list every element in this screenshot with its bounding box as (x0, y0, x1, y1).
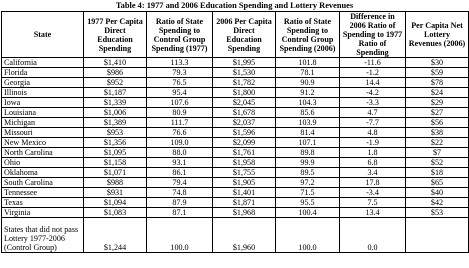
state-cell: California (2, 58, 84, 68)
ratio-2006-cell: 103.9 (276, 118, 340, 128)
state-cell: Louisiana (2, 108, 84, 118)
spending-1977-cell: $1,339 (84, 98, 147, 108)
spending-2006-cell: $1,800 (213, 88, 276, 98)
table-row (2, 168, 469, 178)
ratio-2006-cell: 78.1 (276, 68, 340, 78)
ratio-difference-cell: -1.9 (340, 138, 406, 148)
spending-2006-cell: $1,905 (213, 178, 276, 188)
lottery-revenue-cell: $22 (406, 138, 469, 148)
ratio-2006-cell: 100.0 (276, 218, 340, 253)
spending-2006-cell: $1,968 (213, 208, 276, 218)
ratio-2006-cell: 81.4 (276, 128, 340, 138)
state-cell: Georgia (2, 78, 84, 88)
state-cell: Virginia (2, 208, 84, 218)
spending-1977-cell: $1,410 (84, 58, 147, 68)
state-cell: Iowa (2, 98, 84, 108)
state-cell: South Carolina (2, 178, 84, 188)
ratio-1977-cell: 111.7 (147, 118, 213, 128)
lottery-revenue-cell: $30 (406, 58, 469, 68)
spending-1977-cell: $1,389 (84, 118, 147, 128)
spending-1977-cell: $1,158 (84, 158, 147, 168)
table-row (2, 148, 469, 158)
lottery-revenue-cell: $7 (406, 148, 469, 158)
ratio-2006-cell: 101.8 (276, 58, 340, 68)
ratio-1977-cell: 109.0 (147, 138, 213, 148)
state-cell: Florida (2, 68, 84, 78)
header-2006-spending: 2006 Per Capita Direct Education Spending (213, 12, 276, 58)
state-cell: Oklahoma (2, 168, 84, 178)
lottery-revenue-cell: $40 (406, 188, 469, 198)
table-row (2, 188, 469, 198)
ratio-2006-cell: 95.5 (276, 198, 340, 208)
spending-1977-cell: $952 (84, 78, 147, 88)
table-row (2, 108, 469, 118)
spending-1977-cell: $1,244 (84, 218, 147, 253)
ratio-difference-cell: 4.8 (340, 128, 406, 138)
ratio-1977-cell: 87.1 (147, 208, 213, 218)
ratio-1977-cell: 76.6 (147, 128, 213, 138)
lottery-revenue-cell: $65 (406, 178, 469, 188)
header-lottery-revenue: Per Capita Net Lottery Revenues (2006) (406, 12, 469, 58)
table-row (2, 58, 469, 68)
header-ratio-difference: Difference in 2006 Ratio of Spending to 1977 Ratio of Spending (340, 12, 406, 58)
ratio-difference-cell: -1.2 (340, 68, 406, 78)
ratio-1977-cell: 88.0 (147, 148, 213, 158)
ratio-2006-cell: 104.3 (276, 98, 340, 108)
lottery-revenue-cell: $56 (406, 118, 469, 128)
table-row (2, 198, 469, 208)
spending-1977-cell: $1,095 (84, 148, 147, 158)
ratio-difference-cell: -3.3 (340, 98, 406, 108)
table-row (2, 158, 469, 168)
ratio-difference-cell: 14.4 (340, 78, 406, 88)
state-cell: Missouri (2, 128, 84, 138)
header-row (2, 12, 469, 58)
lottery-revenue-cell: $24 (406, 88, 469, 98)
lottery-revenue-cell: $53 (406, 208, 469, 218)
table-row (2, 208, 469, 218)
ratio-1977-cell: 113.3 (147, 58, 213, 68)
spending-2006-cell: $1,401 (213, 188, 276, 198)
ratio-2006-cell: 100.4 (276, 208, 340, 218)
spending-2006-cell: $1,782 (213, 78, 276, 88)
lottery-revenue-cell: $27 (406, 108, 469, 118)
ratio-difference-cell: 7.5 (340, 198, 406, 208)
spending-2006-cell: $1,958 (213, 158, 276, 168)
ratio-1977-cell: 100.0 (147, 218, 213, 253)
ratio-difference-cell: 0.0 (340, 218, 406, 253)
header-state: State (2, 12, 84, 58)
spending-2006-cell: $1,678 (213, 108, 276, 118)
state-cell: Texas (2, 198, 84, 208)
ratio-2006-cell: 99.9 (276, 158, 340, 168)
ratio-1977-cell: 74.8 (147, 188, 213, 198)
spending-2006-cell: $1,530 (213, 68, 276, 78)
lottery-revenue-cell: $38 (406, 128, 469, 138)
state-cell: North Carolina (2, 148, 84, 158)
ratio-2006-cell: 89.5 (276, 168, 340, 178)
spending-2006-cell: $2,099 (213, 138, 276, 148)
ratio-difference-cell: 3.4 (340, 168, 406, 178)
ratio-1977-cell: 86.1 (147, 168, 213, 178)
ratio-2006-cell: 71.5 (276, 188, 340, 198)
table-row (2, 88, 469, 98)
state-cell: Ohio (2, 158, 84, 168)
spending-1977-cell: $953 (84, 128, 147, 138)
lottery-revenue-cell (406, 218, 469, 253)
lottery-revenue-cell: $52 (406, 158, 469, 168)
spending-1977-cell: $931 (84, 188, 147, 198)
spending-2006-cell: $1,995 (213, 58, 276, 68)
table-row (2, 98, 469, 108)
spending-2006-cell: $2,045 (213, 98, 276, 108)
table-row (2, 128, 469, 138)
state-cell: New Mexico (2, 138, 84, 148)
ratio-difference-cell: -7.7 (340, 118, 406, 128)
spending-1977-cell: $986 (84, 68, 147, 78)
state-cell: Tennessee (2, 188, 84, 198)
spending-1977-cell: $1,006 (84, 108, 147, 118)
ratio-1977-cell: 79.3 (147, 68, 213, 78)
spending-2006-cell: $1,871 (213, 198, 276, 208)
state-cell: Illinois (2, 88, 84, 98)
state-cell: States that did not pass Lottery 1977-2006 (Control Group) (2, 218, 84, 253)
spending-1977-cell: $1,071 (84, 168, 147, 178)
ratio-difference-cell: 1.8 (340, 148, 406, 158)
ratio-difference-cell: 17.8 (340, 178, 406, 188)
spending-2006-cell: $1,596 (213, 128, 276, 138)
ratio-2006-cell: 107.1 (276, 138, 340, 148)
ratio-difference-cell: -3.4 (340, 188, 406, 198)
ratio-1977-cell: 93.1 (147, 158, 213, 168)
ratio-1977-cell: 95.4 (147, 88, 213, 98)
lottery-revenue-cell: $18 (406, 168, 469, 178)
ratio-1977-cell: 107.6 (147, 98, 213, 108)
spending-2006-cell: $2,037 (213, 118, 276, 128)
table-row (2, 118, 469, 128)
table-row (2, 78, 469, 88)
ratio-difference-cell: 6.8 (340, 158, 406, 168)
lottery-revenue-cell: $42 (406, 198, 469, 208)
ratio-2006-cell: 85.6 (276, 108, 340, 118)
table-row (2, 138, 469, 148)
ratio-2006-cell: 91.2 (276, 88, 340, 98)
ratio-difference-cell: 13.4 (340, 208, 406, 218)
lottery-revenue-cell: $29 (406, 98, 469, 108)
ratio-1977-cell: 80.9 (147, 108, 213, 118)
spending-1977-cell: $1,356 (84, 138, 147, 148)
ratio-2006-cell: 97.2 (276, 178, 340, 188)
table-row (2, 68, 469, 78)
ratio-difference-cell: -4.2 (340, 88, 406, 98)
header-1977-spending: 1977 Per Capita Direct Education Spending (84, 12, 147, 58)
ratio-2006-cell: 89.8 (276, 148, 340, 158)
ratio-1977-cell: 76.5 (147, 78, 213, 88)
control-group-row (2, 218, 469, 253)
table-title: Table 4: 1977 and 2006 Education Spending and Lottery Revenues (115, 1, 354, 10)
ratio-1977-cell: 87.9 (147, 198, 213, 208)
spending-1977-cell: $1,187 (84, 88, 147, 98)
lottery-revenue-cell: $78 (406, 78, 469, 88)
lottery-revenue-cell: $59 (406, 68, 469, 78)
header-2006-ratio: Ratio of State Spending to Control Group Spending (2006) (276, 12, 340, 58)
spending-1977-cell: $988 (84, 178, 147, 188)
spending-table (1, 11, 469, 253)
state-cell: Michigan (2, 118, 84, 128)
spending-2006-cell: $1,960 (213, 218, 276, 253)
ratio-2006-cell: 90.9 (276, 78, 340, 88)
ratio-1977-cell: 79.4 (147, 178, 213, 188)
header-1977-ratio: Ratio of State Spending to Control Group Spending (1977) (147, 12, 213, 58)
spending-2006-cell: $1,761 (213, 148, 276, 158)
ratio-difference-cell: 4.7 (340, 108, 406, 118)
ratio-difference-cell: -11.6 (340, 58, 406, 68)
spending-1977-cell: $1,083 (84, 208, 147, 218)
table-row (2, 178, 469, 188)
spending-2006-cell: $1,755 (213, 168, 276, 178)
spending-1977-cell: $1,094 (84, 198, 147, 208)
